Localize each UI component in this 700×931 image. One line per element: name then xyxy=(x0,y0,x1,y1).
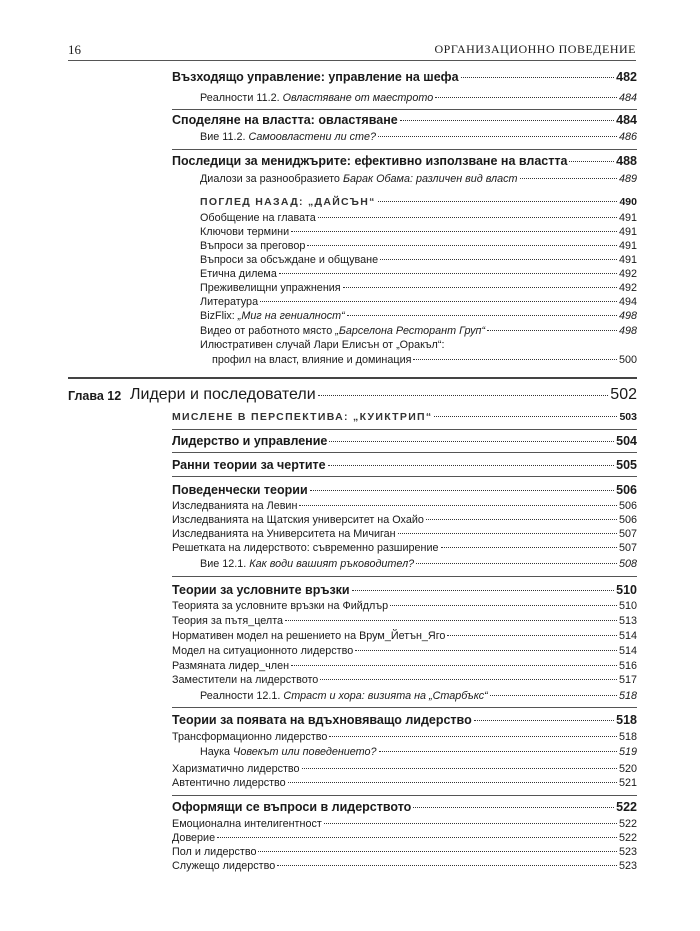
section-rule xyxy=(172,576,637,577)
page-header xyxy=(68,42,636,60)
toc-item: Теорията за условните връзки на Фийдлър 510 xyxy=(172,600,637,612)
toc-item: Етична дилема 492 xyxy=(200,268,637,280)
toc-item: Пол и лидерство 523 xyxy=(172,846,637,858)
header-rule xyxy=(68,60,636,61)
toc-section: Ранни теории за чертите 505 xyxy=(172,458,637,472)
section-rule xyxy=(172,109,637,110)
section-rule xyxy=(172,476,637,477)
toc-section: Теории за условните връзки 510 xyxy=(172,583,637,597)
toc-item: Изследванията на Щатския университет на Охайо 506 xyxy=(172,514,637,526)
toc-feature: Вие 12.1. Как води вашият ръководител? 508 xyxy=(200,558,637,570)
toc-feature: Реалности 11.2. Овластяване от маестрото 484 xyxy=(200,92,637,104)
toc-item: Въпроси за преговор 491 xyxy=(200,240,637,252)
toc-item: Заместители на лидерството 517 xyxy=(172,674,637,686)
toc-item: Нормативен модел на решението на Врум_Йетън_Яго 514 xyxy=(172,630,637,642)
section-rule xyxy=(172,149,637,150)
toc-feature: Диалози за разнообразието Барак Обама: различен вид власт 489 xyxy=(200,173,637,185)
toc-item: Трансформационно лидерство 518 xyxy=(172,731,637,743)
chapter-title: Лидери и последователи xyxy=(130,386,316,403)
toc-perspective: МИСЛЕНЕ В ПЕРСПЕКТИВА: „КУИКТРИП“ 503 xyxy=(172,411,637,423)
section-rule xyxy=(172,452,637,453)
toc-item: Обобщение на главата 491 xyxy=(200,212,637,224)
toc-item: Модел на ситуационното лидерство 514 xyxy=(172,645,637,657)
section-rule xyxy=(172,429,637,430)
toc-item: Служещо лидерство 523 xyxy=(172,860,637,872)
toc-section: Последици за мениджърите: ефективно използване на властта 488 xyxy=(172,154,637,168)
toc-section: Поведенчески теории 506 xyxy=(172,483,637,497)
toc-item: Въпроси за обсъждане и общуване 491 xyxy=(200,254,637,266)
toc-item: Ключови термини 491 xyxy=(200,226,637,238)
toc-item: Преживелищни упражнения 492 xyxy=(200,282,637,294)
toc-item: Автентично лидерство 521 xyxy=(172,777,637,789)
toc-item: Теория за пътя_целта 513 xyxy=(172,615,637,627)
toc-item: Литература 494 xyxy=(200,296,637,308)
toc-feature: Вие 11.2. Самоовластени ли сте? 486 xyxy=(200,131,637,143)
running-title: ОРГАНИЗАЦИОННО ПОВЕДЕНИЕ xyxy=(434,42,636,56)
section-rule xyxy=(172,795,637,796)
chapter-title-row xyxy=(130,386,637,404)
toc-item: Решетката на лидерството: съвременно разширение 507 xyxy=(172,542,637,554)
toc-feature: BizFlix: „Миг на гениалност“ 498 xyxy=(200,310,637,322)
chapter-page: 502 xyxy=(610,386,637,403)
toc-item: Доверие 522 xyxy=(172,832,637,844)
toc-item: Изследванията на Университета на Мичиган 507 xyxy=(172,528,637,540)
toc-feature: Наука Човекът или поведението? 519 xyxy=(200,746,637,758)
toc-item: Размяната лидер_член 516 xyxy=(172,660,637,672)
chapter-label: Глава 12 xyxy=(68,389,122,403)
section-rule xyxy=(172,707,637,708)
toc-section: Споделяне на властта: овластяване 484 xyxy=(172,113,637,127)
page-number: 16 xyxy=(68,42,81,57)
toc-item: Харизматично лидерство 520 xyxy=(172,763,637,775)
toc-item: Изследванията на Левин 506 xyxy=(172,500,637,512)
toc-look-back: ПОГЛЕД НАЗАД: „ДАЙСЪН“ 490 xyxy=(200,196,637,208)
toc-case-line: Илюстративен случай Лари Елисън от „Оракъл“: xyxy=(200,339,445,351)
chapter-rule xyxy=(68,377,637,379)
toc-section: Оформящи се въпроси в лидерството 522 xyxy=(172,800,637,814)
toc-feature: Видео от работното място „Барселона Ресторант Груп“ 498 xyxy=(200,325,637,337)
toc-feature: Реалности 12.1. Страст и хора: визията на „Старбъкс“ 518 xyxy=(200,690,637,702)
toc-section: Теории за появата на вдъхновяващо лидерство 518 xyxy=(172,713,637,727)
toc-case: профил на власт, влияние и доминация 500 xyxy=(212,354,637,366)
toc-section: Лидерство и управление 504 xyxy=(172,434,637,448)
toc-item: Емоционална интелигентност 522 xyxy=(172,818,637,830)
toc-section: Възходящо управление: управление на шефа 482 xyxy=(172,70,637,84)
